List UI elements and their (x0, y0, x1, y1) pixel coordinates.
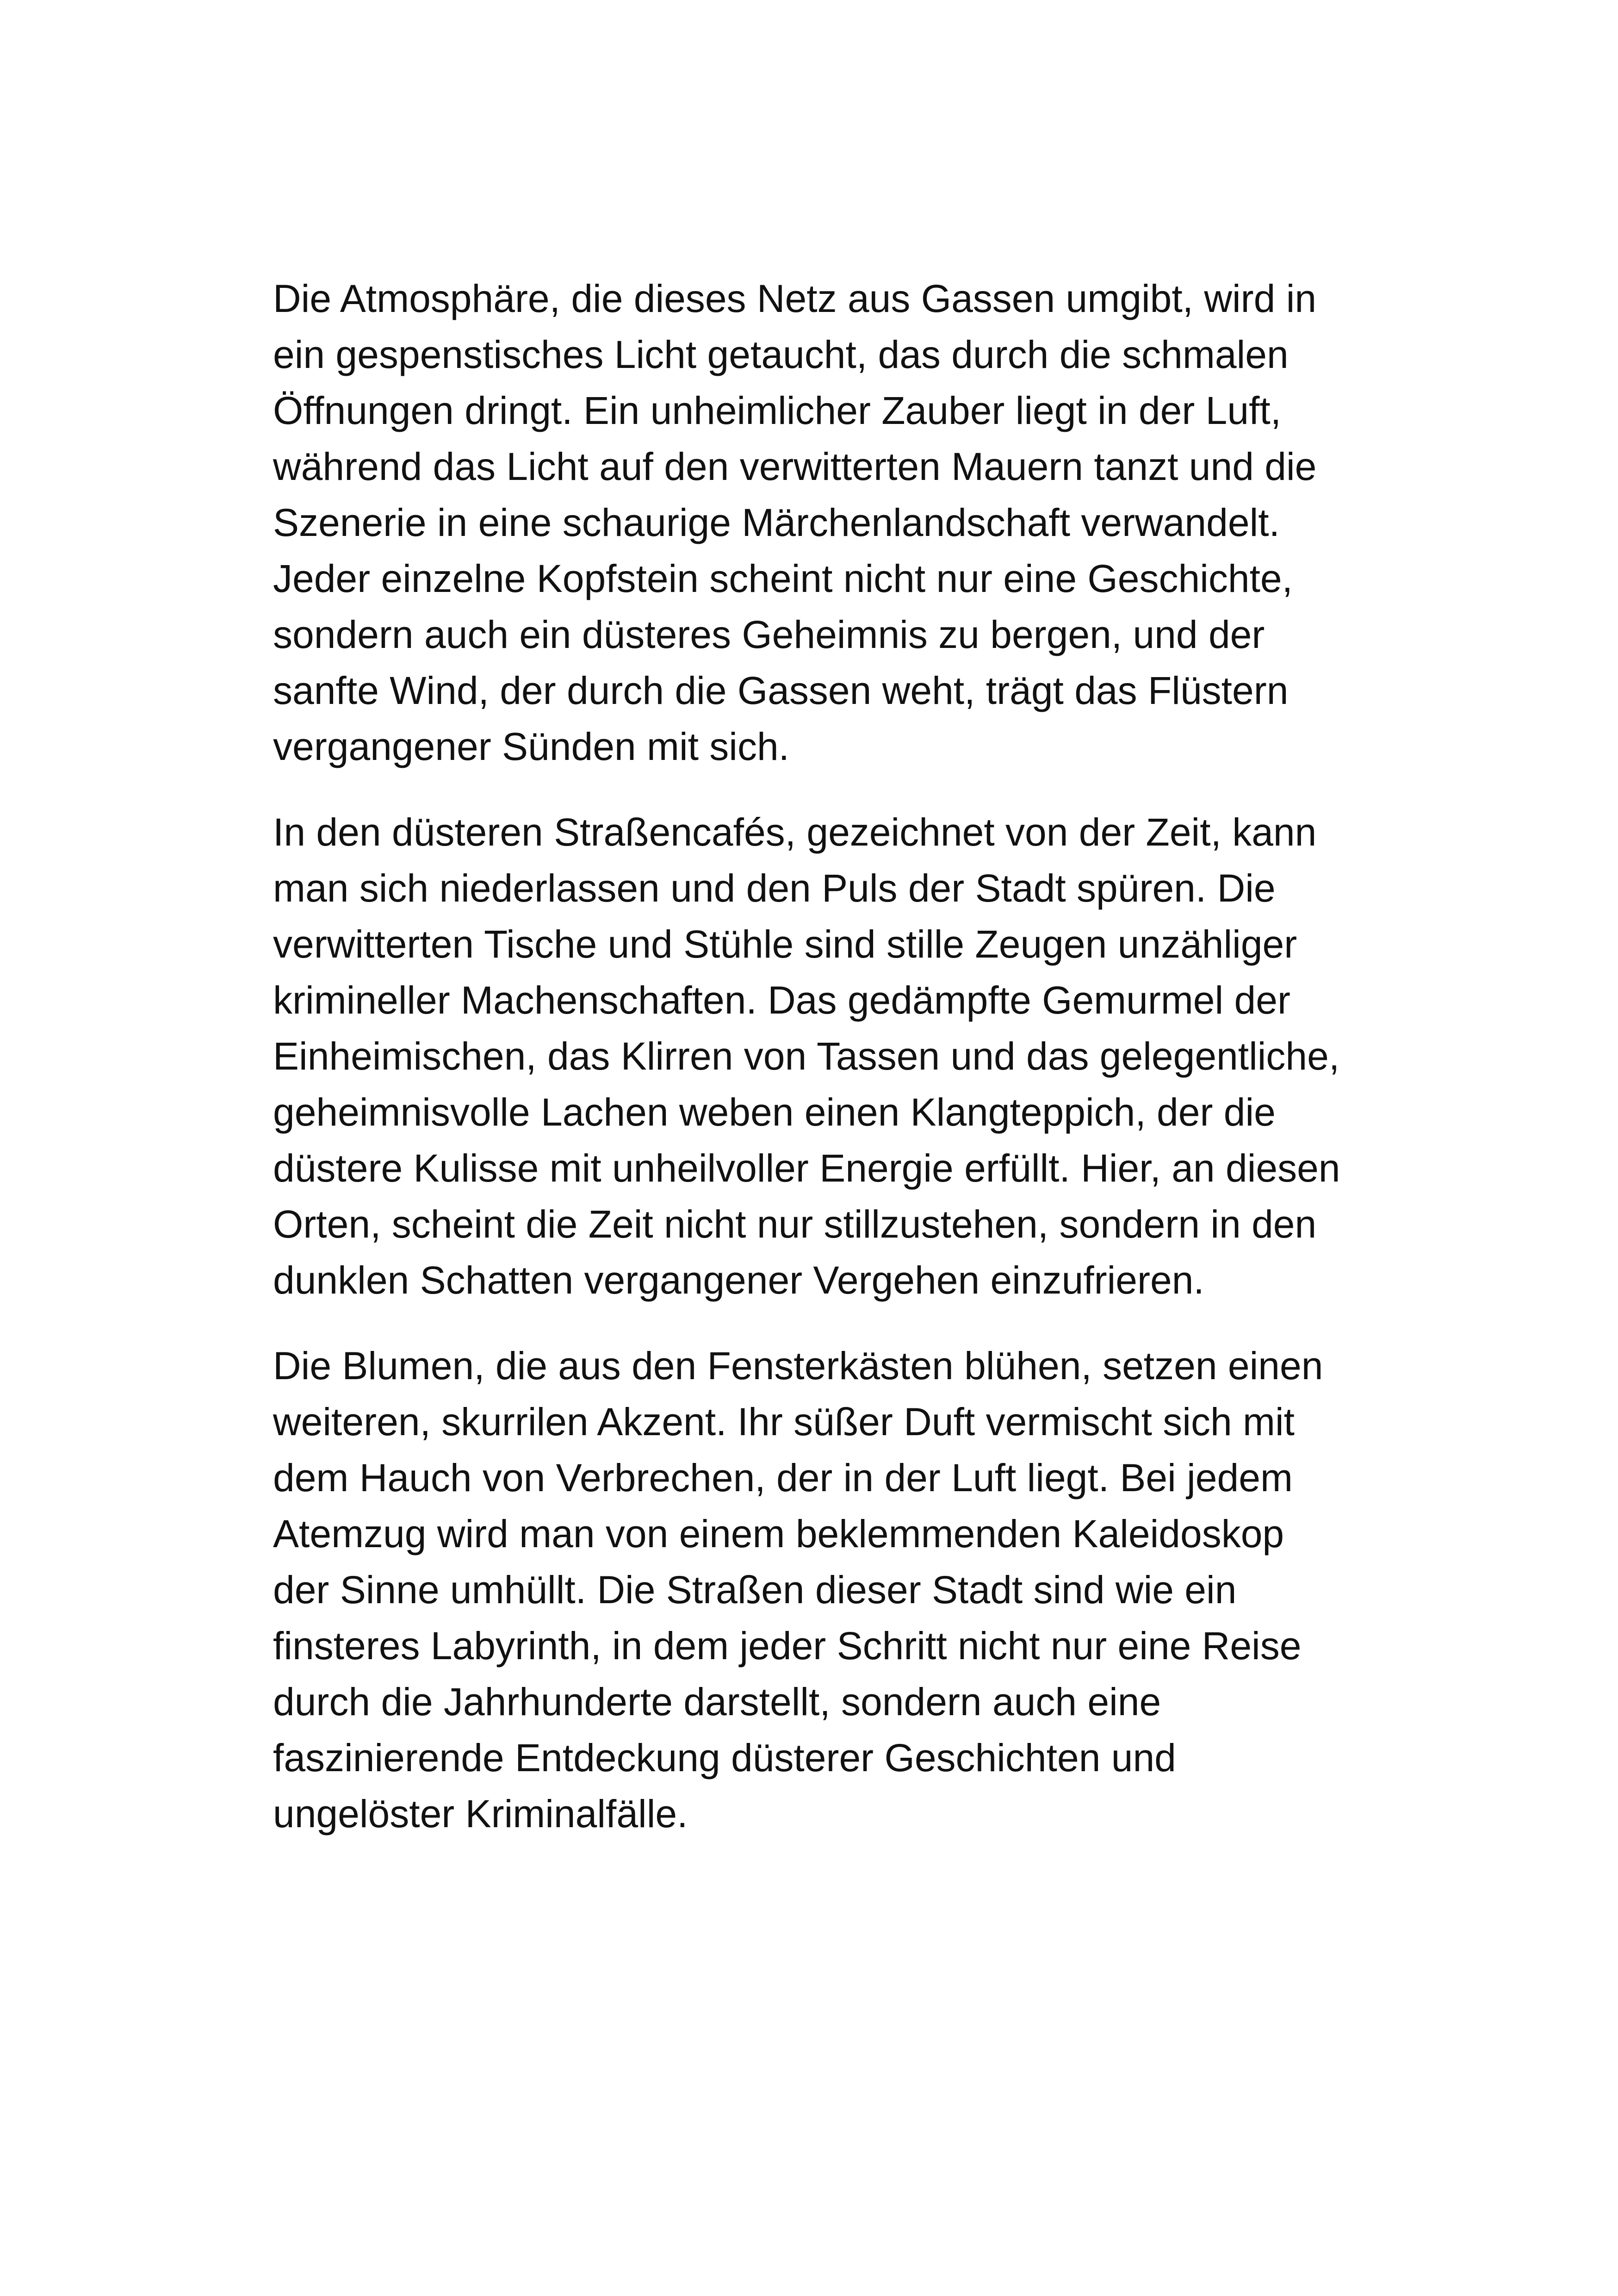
text-line: krimineller Machenschaften. Das gedämpfte Gemurmel der (273, 978, 1290, 1022)
text-line: dem Hauch von Verbrechen, der in der Luft liegt. Bei jedem (273, 1456, 1293, 1500)
text-line: weiteren, skurrilen Akzent. Ihr süßer Duft vermischt sich mit (273, 1400, 1295, 1444)
text-line: geheimnisvolle Lachen weben einen Klangteppich, der die (273, 1090, 1276, 1134)
text-line: ungelöster Kriminalfälle. (273, 1792, 688, 1836)
text-line: ein gespenstisches Licht getaucht, das durch die schmalen (273, 333, 1289, 376)
text-line: man sich niederlassen und den Puls der Stadt spüren. Die (273, 866, 1276, 910)
text-line: finsteres Labyrinth, in dem jeder Schritt nicht nur eine Reise (273, 1624, 1302, 1668)
text-line: Atemzug wird man von einem beklemmenden Kaleidoskop (273, 1512, 1284, 1556)
text-line: Öffnungen dringt. Ein unheimlicher Zauber liegt in der Luft, (273, 389, 1282, 432)
paragraph-3 (273, 1338, 1374, 1842)
text-line: vergangener Sünden mit sich. (273, 725, 789, 768)
text-line: der Sinne umhüllt. Die Straßen dieser Stadt sind wie ein (273, 1568, 1237, 1612)
text-line: Die Blumen, die aus den Fensterkästen blühen, setzen einen (273, 1344, 1323, 1388)
text-line: sondern auch ein düsteres Geheimnis zu bergen, und der (273, 613, 1265, 656)
text-line: faszinierende Entdeckung düsterer Geschichten und (273, 1736, 1176, 1780)
text-line: Szenerie in eine schaurige Märchenlandschaft verwandelt. (273, 501, 1280, 544)
text-line: dunklen Schatten vergangener Vergehen einzufrieren. (273, 1258, 1204, 1302)
text-line: In den düsteren Straßencafés, gezeichnet von der Zeit, kann (273, 810, 1317, 854)
text-line: verwitterten Tische und Stühle sind stille Zeugen unzähliger (273, 922, 1297, 966)
text-line: Orten, scheint die Zeit nicht nur stillzustehen, sondern in den (273, 1202, 1317, 1246)
text-line: sanfte Wind, der durch die Gassen weht, trägt das Flüstern (273, 669, 1289, 712)
body-text (273, 271, 1374, 1872)
text-line: Die Atmosphäre, die dieses Netz aus Gassen umgibt, wird in (273, 277, 1317, 320)
text-line: während das Licht auf den verwitterten Mauern tanzt und die (273, 445, 1317, 488)
text-line: düstere Kulisse mit unheilvoller Energie erfüllt. Hier, an diesen (273, 1146, 1340, 1190)
paragraph-2 (273, 804, 1374, 1308)
text-line: durch die Jahrhunderte darstellt, sondern auch eine (273, 1680, 1161, 1724)
paragraph-1 (273, 271, 1374, 775)
text-line: Einheimischen, das Klirren von Tassen und das gelegentliche, (273, 1034, 1340, 1078)
text-line: Jeder einzelne Kopfstein scheint nicht nur eine Geschichte, (273, 557, 1293, 600)
